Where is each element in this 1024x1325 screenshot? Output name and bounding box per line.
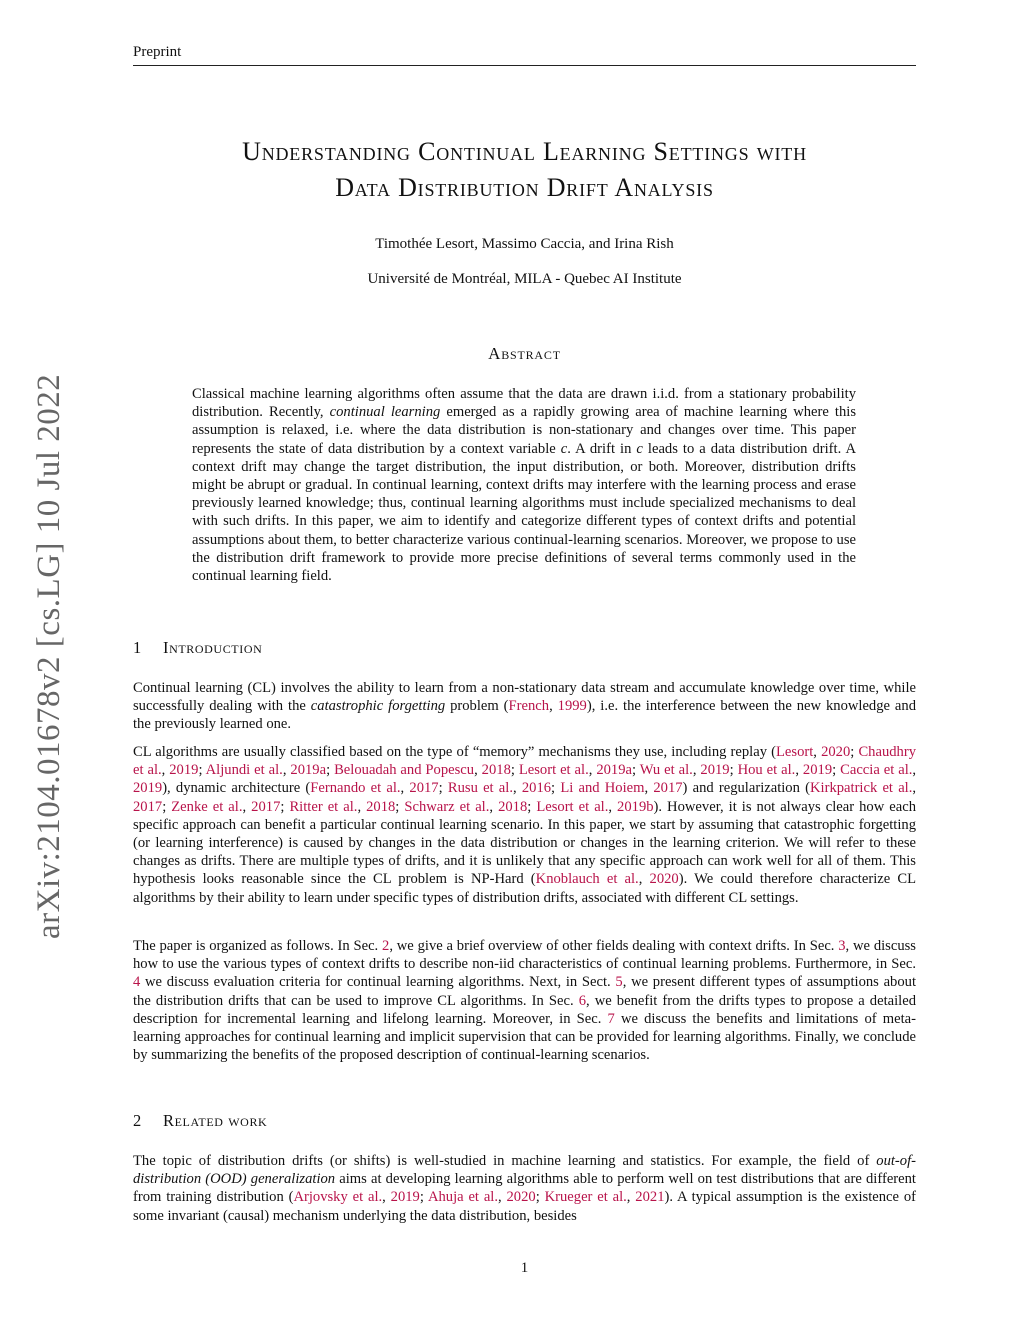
citation-link[interactable]: 2020 — [506, 1189, 536, 1206]
citation-link[interactable]: Belouadah and Popescu — [334, 762, 475, 779]
citation-link[interactable]: 2019 — [133, 780, 163, 797]
citation-link[interactable]: 2019a — [290, 762, 327, 779]
citation-link[interactable]: 1999 — [557, 698, 587, 715]
section-ref-link[interactable]: 6 — [578, 992, 586, 1009]
citation-link[interactable]: Rusu et al. — [447, 780, 513, 797]
citation-link[interactable]: Ritter et al. — [289, 798, 358, 815]
section-heading-introduction: 1 Introduction — [133, 638, 263, 657]
citation-link[interactable]: Caccia et al. — [840, 762, 913, 779]
title-line-2: Data Distribution Drift Analysis — [335, 173, 714, 202]
citation-link[interactable]: Ahuja et al. — [427, 1189, 498, 1206]
citation-link[interactable]: 2019b — [617, 798, 654, 815]
citation-link[interactable]: 2021 — [635, 1189, 665, 1206]
intro-paragraph-3: The paper is organized as follows. In Sec. 2, we give a brief overview of other fields dealing with context drifts. In Sec. 3, we discuss how to use the various types of context drifts to describe non-iid characteristics of continual learning problems. Furthermore, in Sec. 4 we discuss evaluation criteria for continual learning algorithms. Next, in Sect. 5, we present different types of assumptions about the distribution drifts that can be used to improve CL algorithms. In Sec. 6, we benefit from the drifts types to propose a detailed description for incremental learning and lifelong learning. Moreover, in Sec. 7 we discuss the benefits and limitations of meta-learning approaches for continual learning and implicit supervision that can be provided for learning algorithms. Finally, we conclude by summarizing the benefits of the proposed description of continual-learning scenarios. — [133, 938, 917, 1064]
citation-link[interactable]: 2019a — [596, 762, 632, 779]
citation-link[interactable]: Chaudhry et al. — [133, 744, 917, 779]
citation-link[interactable]: Wu et al. — [639, 762, 693, 779]
citation-link[interactable]: 2018 — [498, 798, 528, 815]
section-ref-link[interactable]: 4 — [133, 974, 141, 991]
citation-link[interactable]: 2019 — [802, 762, 833, 779]
authors: Timothée Lesort, Massimo Caccia, and Irina Rish — [375, 236, 674, 252]
citation-link[interactable]: Hou et al. — [737, 762, 796, 779]
citation-link[interactable]: 2017 — [133, 798, 163, 815]
citation-link[interactable]: 2018 — [366, 798, 396, 815]
citation-link[interactable]: French — [508, 698, 550, 715]
citation-link[interactable]: 2019 — [169, 762, 199, 779]
arxiv-stamp[interactable]: arXiv:2104.01678v2 [cs.LG] 10 Jul 2022 — [31, 373, 67, 939]
citation-link[interactable]: Zenke et al. — [171, 798, 243, 815]
citation-link[interactable]: 2016 — [521, 780, 552, 797]
section-ref-link[interactable]: 7 — [607, 1010, 615, 1027]
abstract-heading: Abstract — [488, 344, 561, 363]
citation-link[interactable]: Arjovsky et al. — [293, 1189, 383, 1206]
running-header: Preprint — [133, 44, 916, 66]
citation-link[interactable]: Lesort — [776, 744, 814, 760]
intro-paragraph-1: Continual learning (CL) involves the ability to learn from a non-stationary data stream and accumulate knowledge over time, while successfully dealing with the catastrophic forgetting problem (French, 1999), i.e. the interference between the new knowledge and the previously learned one. — [133, 680, 917, 733]
citation-link[interactable]: 2020 — [649, 871, 679, 888]
title-line-1: Understanding Continual Learning Settings with — [242, 137, 807, 166]
citation-link[interactable]: Fernando et al. — [310, 780, 401, 797]
citation-link[interactable]: Aljundi et al. — [205, 762, 283, 779]
citation-link[interactable]: 2017 — [251, 798, 281, 815]
paper-title — [133, 134, 916, 206]
abstract-body: Classical machine learning algorithms often assume that the data are drawn i.i.d. from a stationary probability distribution. Recently, continual learning emerged as a rapidly growing area of machine learning where this assumption is relaxed, i.e. where the data distribution is non-stationary and changes over time. This paper represents the state of data distribution by a context variable c. A drift in c leads to a data distribution drift. A context drift may change the target distribution, the input distribution, or both. Moreover, distribution drifts might be abrupt or gradual. In continual learning, context drifts may interfere with the learning process and erase previously learned knowledge; thus, continual learning algorithms must include specialized mechanisms to deal with such drifts. In this paper, we aim to identify and categorize different types of context drifts and potential assumptions about them, to better characterize various continual-learning scenarios. Moreover, we propose to use the distribution drift framework to provide more precise definitions of several terms commonly used in the continual learning field. — [192, 386, 857, 585]
section-heading-related-work: 2 Related work — [133, 1111, 268, 1130]
citation-link[interactable]: Kirkpatrick et al. — [809, 780, 913, 797]
citation-link[interactable]: Schwarz et al. — [404, 798, 490, 815]
abstract-emphasis: continual learning — [329, 404, 441, 421]
citation-link[interactable]: 2019 — [390, 1189, 420, 1206]
page-number: 1 — [520, 1260, 529, 1276]
citation-link[interactable]: 2020 — [821, 744, 851, 760]
citation-link[interactable]: 2017 — [409, 780, 439, 797]
citation-link[interactable]: Knoblauch et al. — [535, 871, 639, 888]
citation-link[interactable]: Krueger et al. — [544, 1189, 627, 1206]
citation-link[interactable]: Li and Hoiem — [560, 780, 645, 797]
citation-link[interactable]: 2019 — [700, 762, 730, 779]
affiliation: Université de Montréal, MILA - Quebec AI Institute — [367, 271, 682, 287]
related-work-paragraph-1: The topic of distribution drifts (or shifts) is well-studied in machine learning and statistics. For example, the field of out-of-distribution (OOD) generalization aims at developing learning algorithms able to perform well on test distributions that are different from training distribution (Arjovsky et al., 2019; Ahuja et al., 2020; Krueger et al., 2021). A typical assumption is the existence of some invariant (causal) mechanism underlying the data distribution, besides — [133, 1153, 917, 1224]
citation-link[interactable]: Lesort et al. — [536, 798, 609, 815]
section-ref-link[interactable]: 5 — [615, 974, 623, 991]
section-ref-link[interactable]: 2 — [382, 938, 390, 954]
citation-link[interactable]: 2018 — [481, 762, 511, 779]
citation-link[interactable]: 2017 — [653, 780, 683, 797]
intro-paragraph-2: CL algorithms are usually classified based on the type of “memory” mechanisms they use, including replay (Lesort, 2020; Chaudhry et al., 2019; Aljundi et al., 2019a; Belouadah and Popescu, 2018; Lesort et al., 2019a; Wu et al., 2019; Hou et al., 2019; Caccia et al., 2019), dynamic architecture (Fernando et al., 2017; Rusu et al., 2016; Li and Hoiem, 2017) and regularization (Kirkpatrick et al., 2017; Zenke et al., 2017; Ritter et al., 2018; Schwarz et al., 2018; Lesort et al., 2019b). However, it is not always clear how each specific approach can benefit a particular continual learning scenario. In this paper, we start by assuming that catastrophic forgetting (or learning interference) is caused by changes in the data distribution or changes in the learning criterion. We will refer to these changes as drifts. There are multiple types of drifts, and it is unlikely that any specific approach can work well for all of them. This hypothesis looks reasonable since the CL problem is NP-Hard (Knoblauch et al., 2020). We could therefore characterize CL algorithms by their ability to learn under specific types of distribution drifts, associated with different CL settings. — [133, 744, 917, 906]
section-ref-link[interactable]: 3 — [838, 938, 846, 954]
citation-link[interactable]: Lesort et al. — [518, 762, 589, 779]
